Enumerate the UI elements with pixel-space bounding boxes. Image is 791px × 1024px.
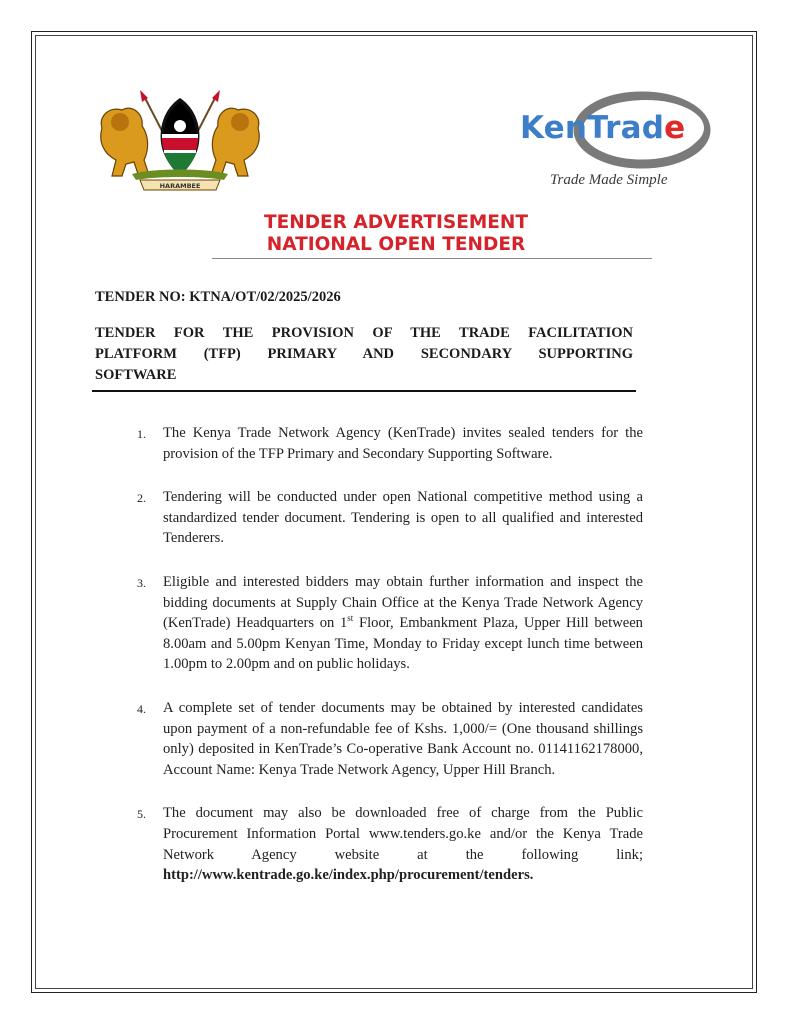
tender-title-line-2: PLATFORM (TFP) PRIMARY AND SECONDARY SUPPORTING xyxy=(95,346,633,362)
list-item-number: 2. xyxy=(137,491,146,506)
heading-divider xyxy=(212,258,652,259)
list-item-text: The Kenya Trade Network Agency (KenTrade) invites sealed tenders for the provision of the TFP Primary and Secondary Supporting Software. xyxy=(163,425,643,462)
heading-line-1: TENDER ADVERTISEMENT xyxy=(263,212,529,233)
list-item-text-b: Floor, Embankment Plaza, Upper Hill between 8.00am and 5.00pm Kenyan Time, Monday to Friday except lunch time between 1.00pm to 2.00pm and on public holidays. xyxy=(163,615,643,673)
list-item-text-b: . xyxy=(529,867,534,884)
list-item xyxy=(137,423,643,464)
tender-number: TENDER NO: KTNA/OT/02/2025/2026 xyxy=(95,289,341,305)
list-item-text: Tendering will be conducted under open National competitive method using a standardized tender document. Tendering is open to all qualified and interested Tenderers. xyxy=(163,489,643,547)
motto-banner-text: HARAMBEE xyxy=(159,182,201,190)
tender-title-line-1: TENDER FOR THE PROVISION OF THE TRADE FACILITATION xyxy=(95,325,633,341)
heading-line-2: NATIONAL OPEN TENDER xyxy=(266,234,526,255)
kenya-coat-of-arms-icon xyxy=(92,88,268,192)
tender-title xyxy=(95,323,633,386)
list-item-text-a: Eligible and interested bidders may obtain further information and inspect the bidding documents at Supply Chain Office at the Kenya Trade Network Agency (KenTrade) Headquarters on 1 xyxy=(163,573,643,632)
logo-wordmark: KenTrade xyxy=(520,110,686,146)
procurement-link[interactable]: http://www.kentrade.go.ke/index.php/procurement/tenders xyxy=(163,867,530,884)
list-item xyxy=(137,803,643,885)
list-item-text: A complete set of tender documents may be obtained by interested candidates upon payment of a non-refundable fee of Kshs. 1,000/= (One thousand shillings only) deposited in KenTrade’s Co-operative Bank Account no. 01141162178000, Account Name: Kenya Trade Network Agency, Upper Hill Branch. xyxy=(163,699,643,778)
list-item xyxy=(137,698,643,780)
list-item-number: 4. xyxy=(137,701,146,716)
title-divider xyxy=(92,390,636,392)
list-item-number: 1. xyxy=(137,427,146,441)
page-heading xyxy=(220,212,572,256)
ordinal-suffix: st xyxy=(347,613,354,624)
list-item-number: 3. xyxy=(137,575,146,590)
list-item xyxy=(137,572,643,675)
list-item-number: 5. xyxy=(137,807,146,822)
list-item xyxy=(137,487,643,549)
tender-clauses-list xyxy=(137,423,643,909)
list-item-text-a: The document may also be downloaded free of charge from the Public Procurement Information Portal www.tenders.go.ke and/or the Kenya Trade Network Agency website at the following link; xyxy=(163,805,643,863)
tender-title-line-3: SOFTWARE xyxy=(95,367,177,383)
kentrade-logo xyxy=(512,90,712,196)
logo-tagline: Trade Made Simple xyxy=(550,172,668,188)
